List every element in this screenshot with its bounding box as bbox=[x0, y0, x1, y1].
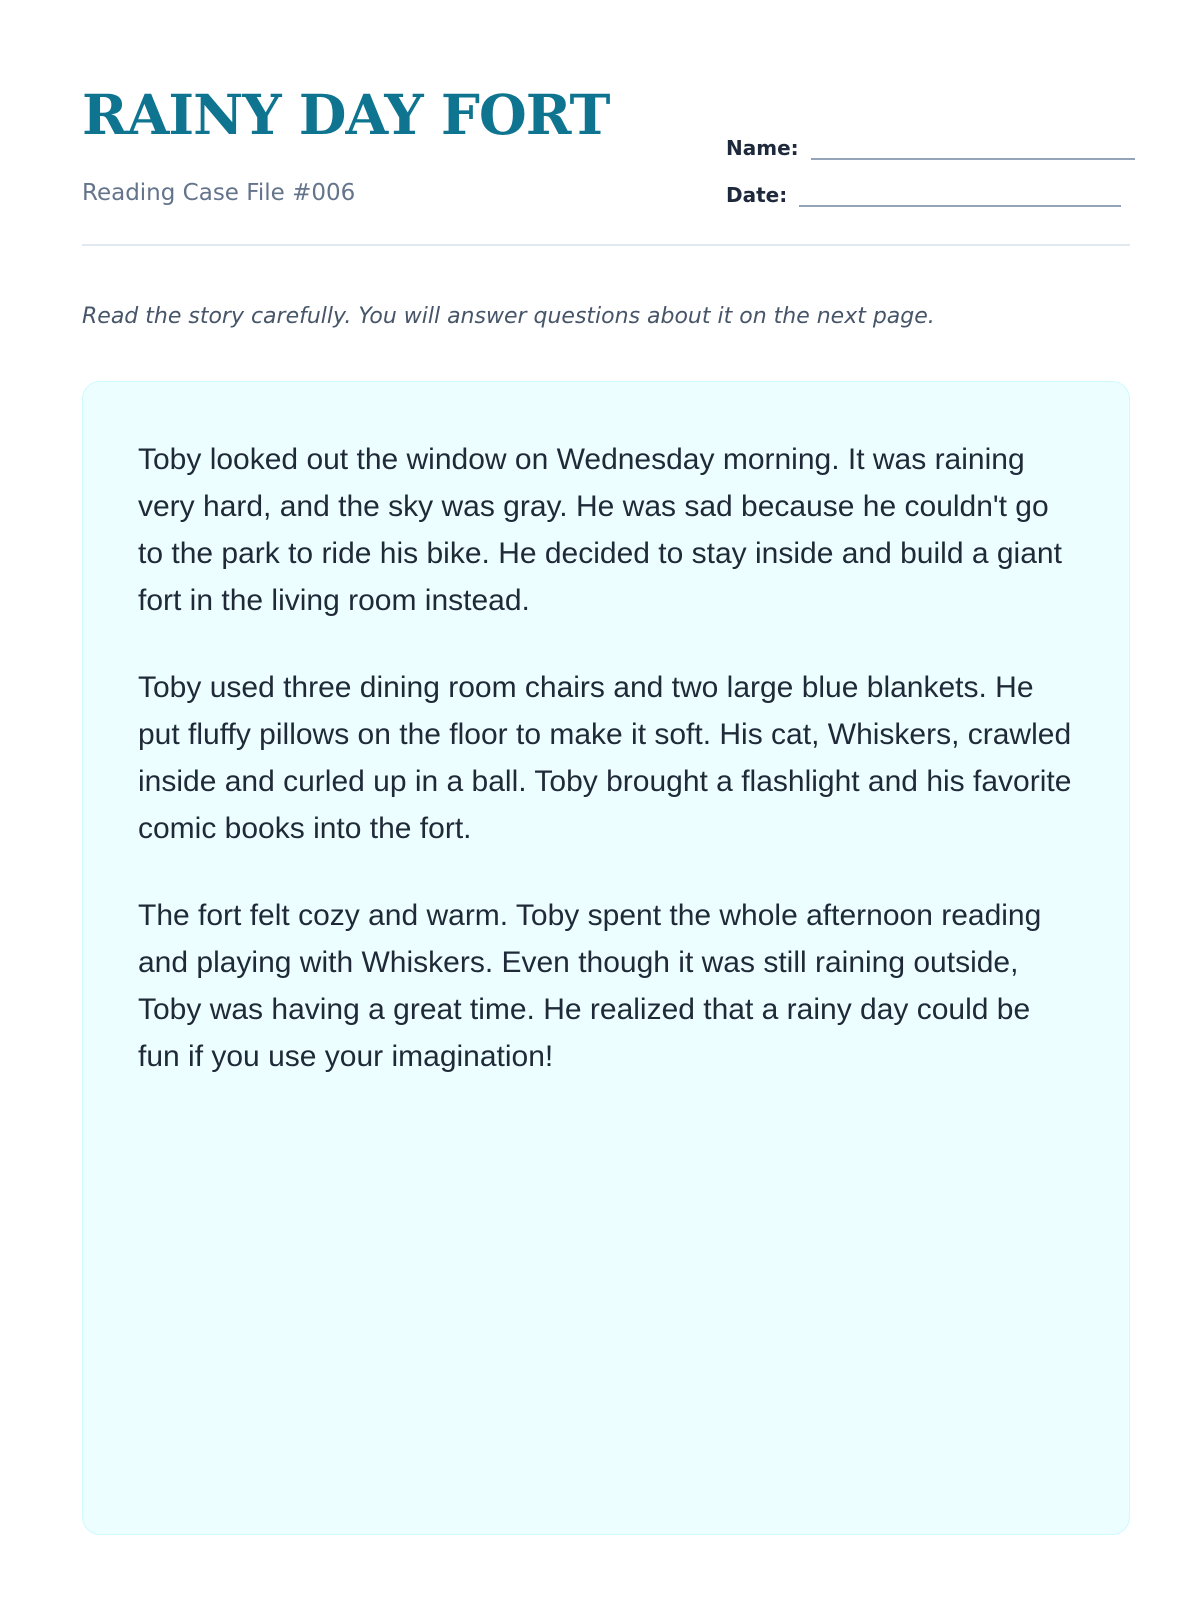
date-field[interactable] bbox=[726, 183, 1121, 207]
date-label: Date: bbox=[726, 183, 788, 207]
name-field[interactable] bbox=[726, 136, 1135, 160]
story-paragraph-2: Toby used three dining room chairs and two large blue blankets. He put fluffy pillows on the floor to make it soft. His cat, Whiskers, crawled inside and curled up in a ball. Toby brought a flashlight and his favorite comic books into the fort. bbox=[138, 671, 1072, 845]
name-blank-line[interactable] bbox=[811, 136, 1135, 160]
page-title: RAINY DAY FORT bbox=[82, 82, 610, 147]
instructions-text: Read the story carefully. You will answer questions about it on the next page. bbox=[82, 304, 935, 329]
story-box bbox=[82, 381, 1130, 1535]
case-file-subtitle: Reading Case File #006 bbox=[82, 180, 356, 206]
name-label: Name: bbox=[726, 136, 799, 160]
story-paragraph-3: The fort felt cozy and warm. Toby spent the whole afternoon reading and playing with Whiskers. Even though it was still raining outside, Toby was having a great time. He realized that a rainy day could be fun if you use your imagination! bbox=[138, 899, 1042, 1073]
date-blank-line[interactable] bbox=[799, 183, 1121, 207]
story-paragraph-1: Toby looked out the window on Wednesday morning. It was raining very hard, and the sky was gray. He was sad because he couldn't go to the park to ride his bike. He decided to stay inside and build a giant fort in the living room instead. bbox=[138, 443, 1062, 617]
worksheet-header bbox=[82, 0, 1130, 246]
